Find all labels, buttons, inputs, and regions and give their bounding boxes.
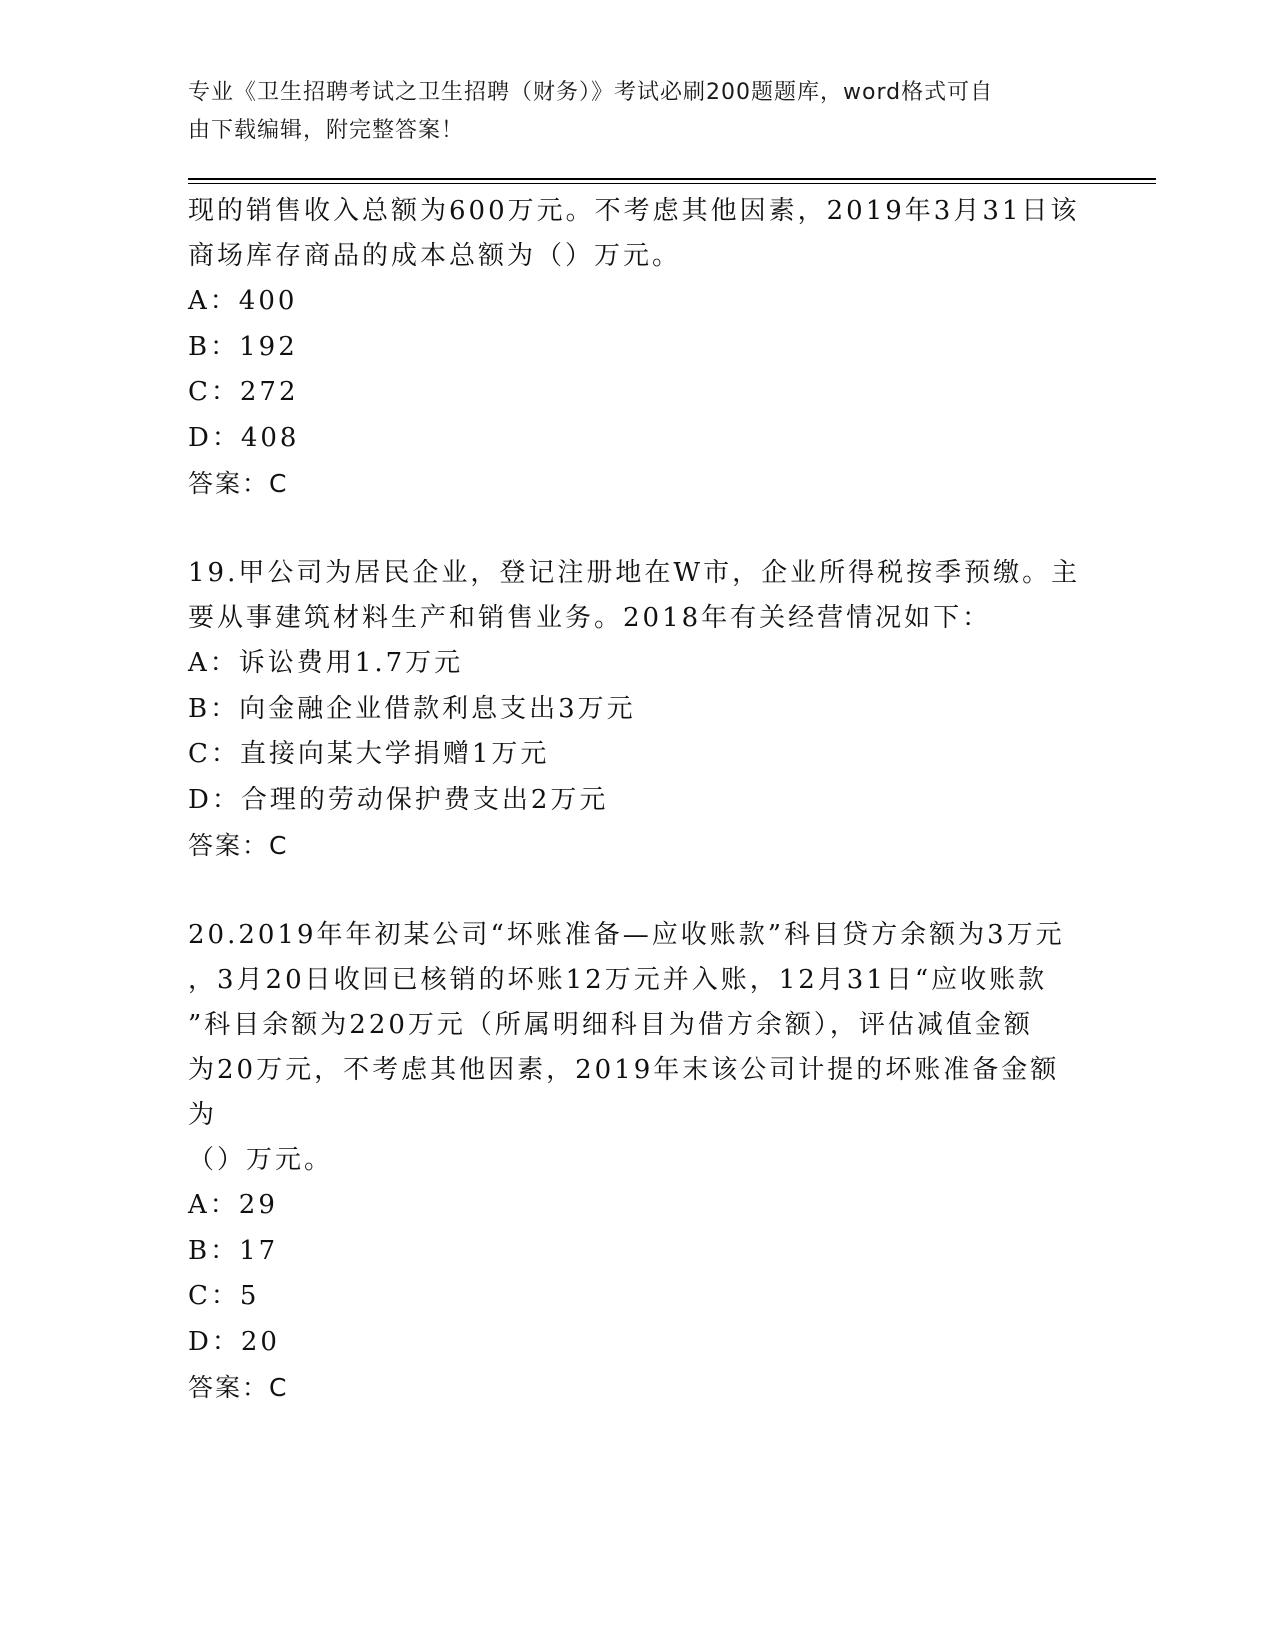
question-stem-line: 要从事建筑材料生产和销售业务。2018年有关经营情况如下：: [188, 603, 992, 633]
answer-line: 答案：C: [188, 469, 289, 498]
option-b: B：17: [188, 1235, 279, 1266]
question-list: [188, 189, 1088, 1410]
question-stem-line: 为20万元，不考虑其他因素，2019年末该公司计提的坏账准备金额为: [188, 1055, 1060, 1130]
question-item: [188, 189, 1088, 506]
question-stem-line: 19.甲公司为居民企业，登记注册地在W市，企业所得税按季预缴。主: [188, 558, 1081, 588]
header-divider-thin: [188, 183, 1156, 184]
question-stem-line: ，3月20日收回已核销的坏账12万元并入账，12月31日“应收账款: [188, 965, 1048, 995]
header-line-1: 专业《卫生招聘考试之卫生招聘（财务）》考试必刷200题题库，word格式可自: [188, 80, 994, 105]
document-header: [188, 74, 1088, 150]
option-b: B：192: [188, 331, 298, 362]
option-a: A：400: [188, 286, 298, 316]
option-a: A：诉讼费用1.7万元: [188, 648, 464, 678]
question-stem-line: （）万元。: [188, 1145, 334, 1175]
answer-line: 答案：C: [188, 831, 289, 860]
option-c: C：直接向某大学捐赠1万元: [188, 739, 550, 769]
header-divider-thick: [188, 178, 1156, 180]
option-d: D：合理的劳动保护费支出2万元: [188, 784, 609, 815]
option-a: A：29: [188, 1190, 278, 1220]
question-item: [188, 913, 1088, 1410]
header-line-2: 由下载编辑，附完整答案！: [188, 118, 465, 143]
option-d: D：20: [188, 1326, 280, 1357]
question-stem-line: 20.2019年年初某公司“坏账准备—应收账款”科目贷方余额为3万元: [188, 920, 1065, 950]
question-stem-line: 商场库存商品的成本总额为（）万元。: [188, 241, 682, 271]
option-d: D：408: [188, 422, 300, 453]
question-spacer: [188, 506, 1088, 551]
option-c: C：272: [188, 377, 299, 407]
question-stem-line: ”科目余额为220万元（所属明细科目为借方余额），评估减值金额: [188, 1010, 1033, 1040]
option-c: C：5: [188, 1281, 260, 1311]
answer-line: 答案：C: [188, 1373, 289, 1402]
question-stem-line: 现的销售收入总额为600万元。不考虑其他因素，2019年3月31日该: [188, 196, 1080, 226]
question-item: [188, 551, 1088, 868]
question-spacer: [188, 868, 1088, 913]
option-b: B：向金融企业借款利息支出3万元: [188, 693, 636, 724]
